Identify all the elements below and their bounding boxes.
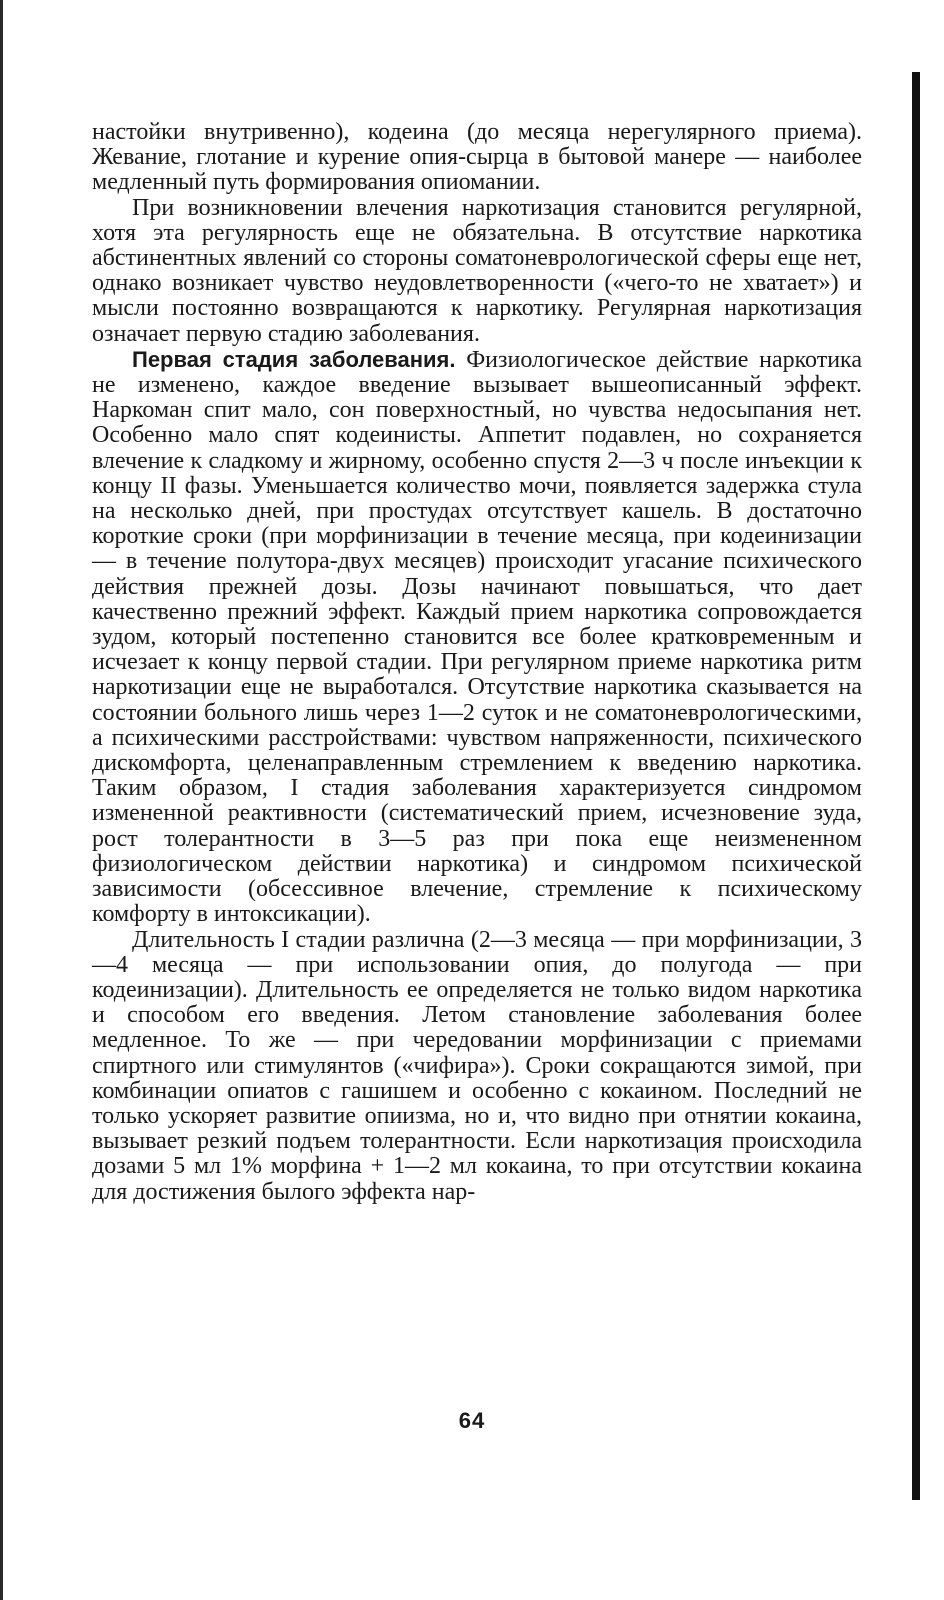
scan-left-edge — [0, 0, 3, 1600]
paragraph-4: Длительность I стадии различна (2—3 месяца — при морфинизации, 3—4 месяца — при использовании опия, до полугода — при кодеинизации). Длительность ее определяется не только видом наркотика и способом его введения. Летом становление заболевания более медленное. То же — при чередовании морфинизации с приемами спиртного или стимулянтов («чифира»). Сроки сокращаются зимой, при комбинации опиатов с гашишем и особенно с кокаином. Последний не только ускоряет развитие опиизма, но и, что видно при отнятии кокаина, вызывает резкий подъем толерантности. Если наркотизация происходила дозами 5 мл 1% морфина + 1—2 мл кокаина, то при отсутствии кокаина для достижения былого эффекта нар- — [92, 926, 862, 1205]
paragraph-2: При возникновении влечения наркотизация становится регулярной, хотя эта регулярность еще не обязательна. В отсутствие наркотика абстинентных явлений со стороны соматоневрологической сферы еще нет, однако возникает чувство неудовлетворенности («чего-то не хватает») и мысли постоянно возвращаются к наркотику. Регулярная наркотизация означает первую стадию заболевания. — [92, 194, 862, 347]
page-body — [92, 120, 862, 1205]
paragraph-1: настойки внутривенно), кодеина (до месяца нерегулярного приема). Жевание, глотание и курение опия-сырца в бытовой манере — наиболее медленный путь формирования опиомании. — [92, 119, 862, 196]
scan-right-edge — [912, 72, 920, 1500]
page-number: 64 — [458, 1408, 486, 1433]
paragraph-3-text: Физиологическое действие наркотика не изменено, каждое введение вызывает вышеописанный эффект. Наркоман спит мало, сон поверхностный, но чувства недосыпания нет. Особенно мало спят кодеинисты. Аппетит подавлен, но сохраняется влечение к сладкому и жирному, особенно спустя 2—3 ч после инъекции к концу II фазы. Уменьшается количество мочи, появляется задержка стула на несколько дней, при простудах отсутствует кашель. В достаточно короткие сроки (при морфинизации в течение месяца, при кодеинизации — в течение полутора-двух месяцев) происходит угасание психического действия прежней дозы. Дозы начинают повышаться, что дает качественно прежний эффект. Каждый прием наркотика сопровождается зудом, который постепенно становится все более кратковременным и исчезает к концу первой стадии. При регулярном приеме наркотика ритм наркотизации еще не выработался. Отсутствие наркотика сказывается на состоянии больного лишь через 1—2 суток и не соматоневрологическими, а психическими расстройствами: чувством напряженности, психического дискомфорта, целенаправленным стремлением к введению наркотика. Таким образом, I стадия заболевания характеризуется синдромом измененной реактивности (систематический прием, исчезновение зуда, рост толерантности в 3—5 раз при пока еще неизмененном физиологическом действии наркотика) и синдромом психической зависимости (обсессивное влечение, стремление к психическому комфорту в интоксикации). — [92, 346, 863, 928]
stage-heading: Первая стадия заболевания. — [132, 346, 456, 372]
paragraph-3 — [92, 347, 862, 928]
